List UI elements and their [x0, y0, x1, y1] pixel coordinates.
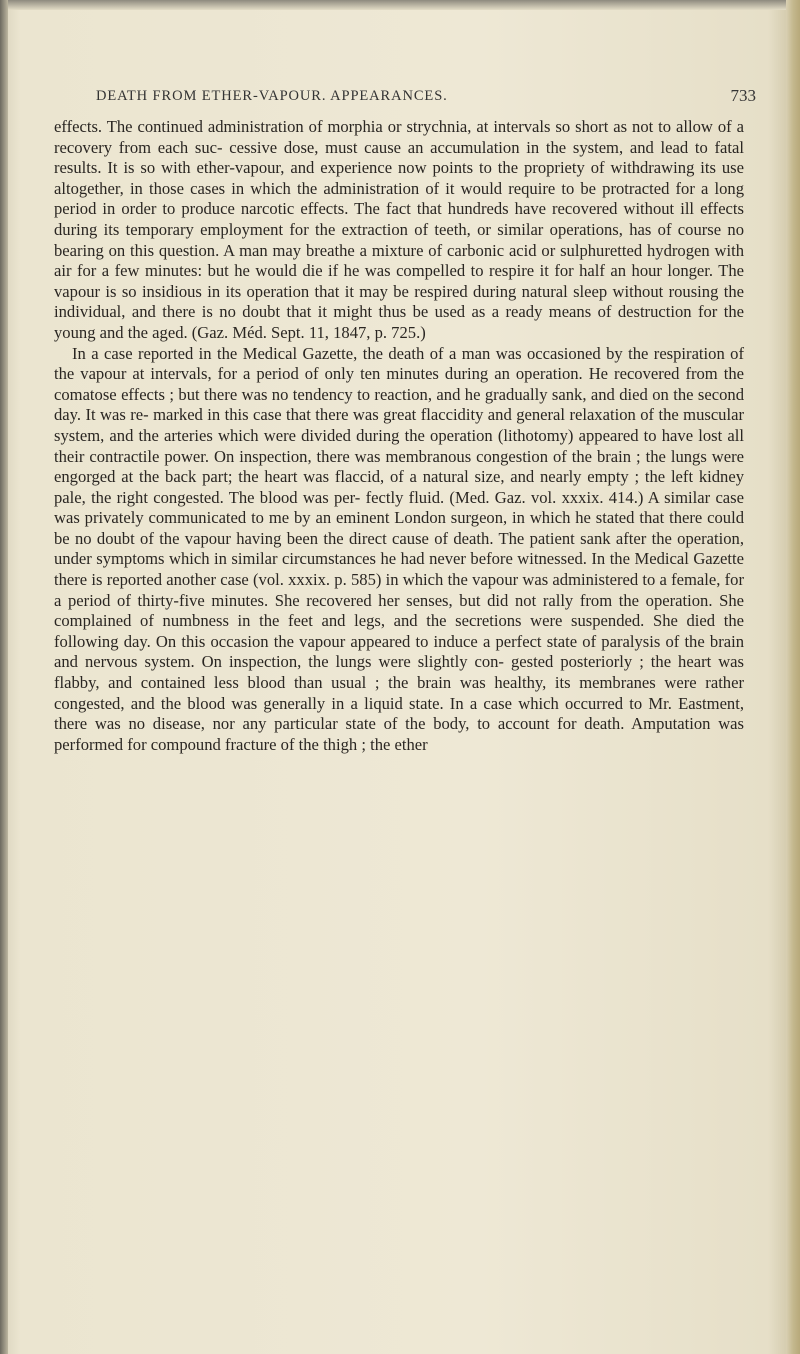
page-spine-shadow — [0, 0, 8, 1354]
body-text — [54, 117, 744, 755]
running-head: DEATH FROM ETHER-VAPOUR. APPEARANCES. — [96, 88, 448, 104]
page-edge — [786, 0, 800, 1354]
paragraph: effects. The continued administration of morphia or strychnia, at intervals so short as not to allow of a recovery from each suc- cessive dose, must cause an accumulation in the system, and lead to fatal results. It is so with ether-vapour, and experience now points to the propriety of withdrawing its use altogether, in those cases in which the administration of it would require to be protracted for a long period in order to produce narcotic effects. The fact that hundreds have recovered without ill effects during its temporary employment for the extraction of teeth, or similar operations, has of course no bearing on this question. A man may breathe a mixture of carbonic acid or sulphuretted hydrogen with air for a few minutes: but he would die if he was compelled to respire it for half an hour longer. The vapour is so insidious in its operation that it may be respired during natural sleep without rousing the individual, and there is no doubt that it might thus be used as a ready means of destruction for the young and the aged. (Gaz. Méd. Sept. 11, 1847, p. 725.) — [54, 117, 744, 342]
page-number: 733 — [730, 86, 756, 105]
page-header — [96, 88, 756, 110]
page-top-shadow — [0, 0, 800, 10]
paragraph: In a case reported in the Medical Gazette, the death of a man was occasioned by the respiration of the vapour at intervals, for a period of only ten minutes during an operation. He recovered from the comatose effects ; but there was no tendency to reaction, and he gradually sank, and died on the second day. It was re- marked in this case that there was great flaccidity and general relaxation of the muscular system, and the arteries which were divided during the operation (lithotomy) appeared to have lost all their contractile power. On inspection, there was membranous congestion of the brain ; the lungs were engorged at the back part; the heart was flaccid, of a natural size, and nearly empty ; the left kidney pale, the right congested. The blood was per- fectly fluid. (Med. Gaz. vol. xxxix. 414.) A similar case was privately communicated to me by an eminent London surgeon, in which he stated that there could be no doubt of the vapour having been the direct cause of death. The patient sank after the operation, under symptoms which in similar circumstances he had never before witnessed. In the Medical Gazette there is reported another case (vol. xxxix. p. 585) in which the vapour was administered to a female, for a period of thirty-five minutes. She recovered her senses, but did not rally from the operation. She complained of numbness in the feet and legs, and the secretions were suspended. She died the following day. On this occasion the vapour appeared to induce a perfect state of paralysis of the brain and nervous system. On inspection, the lungs were slightly con- gested posteriorly ; the heart was flabby, and contained less blood than usual ; the brain was healthy, its membranes were rather congested, and the blood was generally in a liquid state. In a case which occurred to Mr. Eastment, there was no disease, nor any particular state of the body, to account for death. Amputation was performed for compound fracture of the thigh ; the ether — [54, 343, 744, 754]
